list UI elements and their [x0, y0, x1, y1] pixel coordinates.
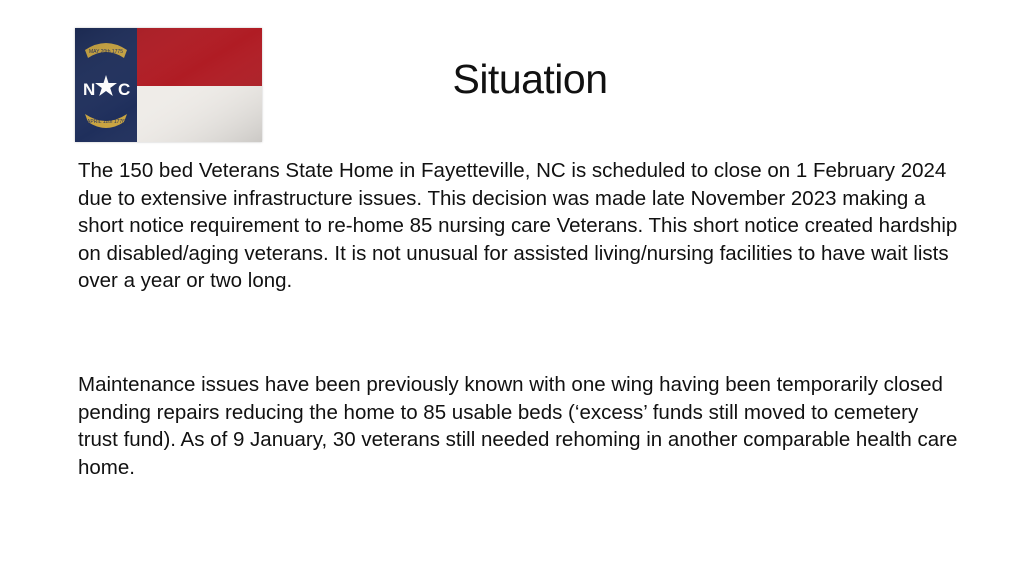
- slide-title: Situation: [452, 56, 608, 102]
- paragraph-maintenance: Maintenance issues have been previously known with one wing having been temporarily closed pending repairs reducing the home to 85 usable beds (‘excess’ funds still moved to cemetery trust fund). As of 9 January, 30 veterans still needed rehoming in another comparable health care home.: [78, 373, 958, 479]
- nc-state-flag-icon: [75, 28, 262, 142]
- paragraph-closure: The 150 bed Veterans State Home in Fayetteville, NC is scheduled to close on 1 February 2024 due to extensive infrastructure issues. This decision was made late November 2023 making a short notice requirement to re-home 85 nursing care Veterans. This short notice created hardship on disabled/aging veterans. It is not unusual for assisted living/nursing facilities to have wait lists over a year or two long.: [78, 159, 958, 293]
